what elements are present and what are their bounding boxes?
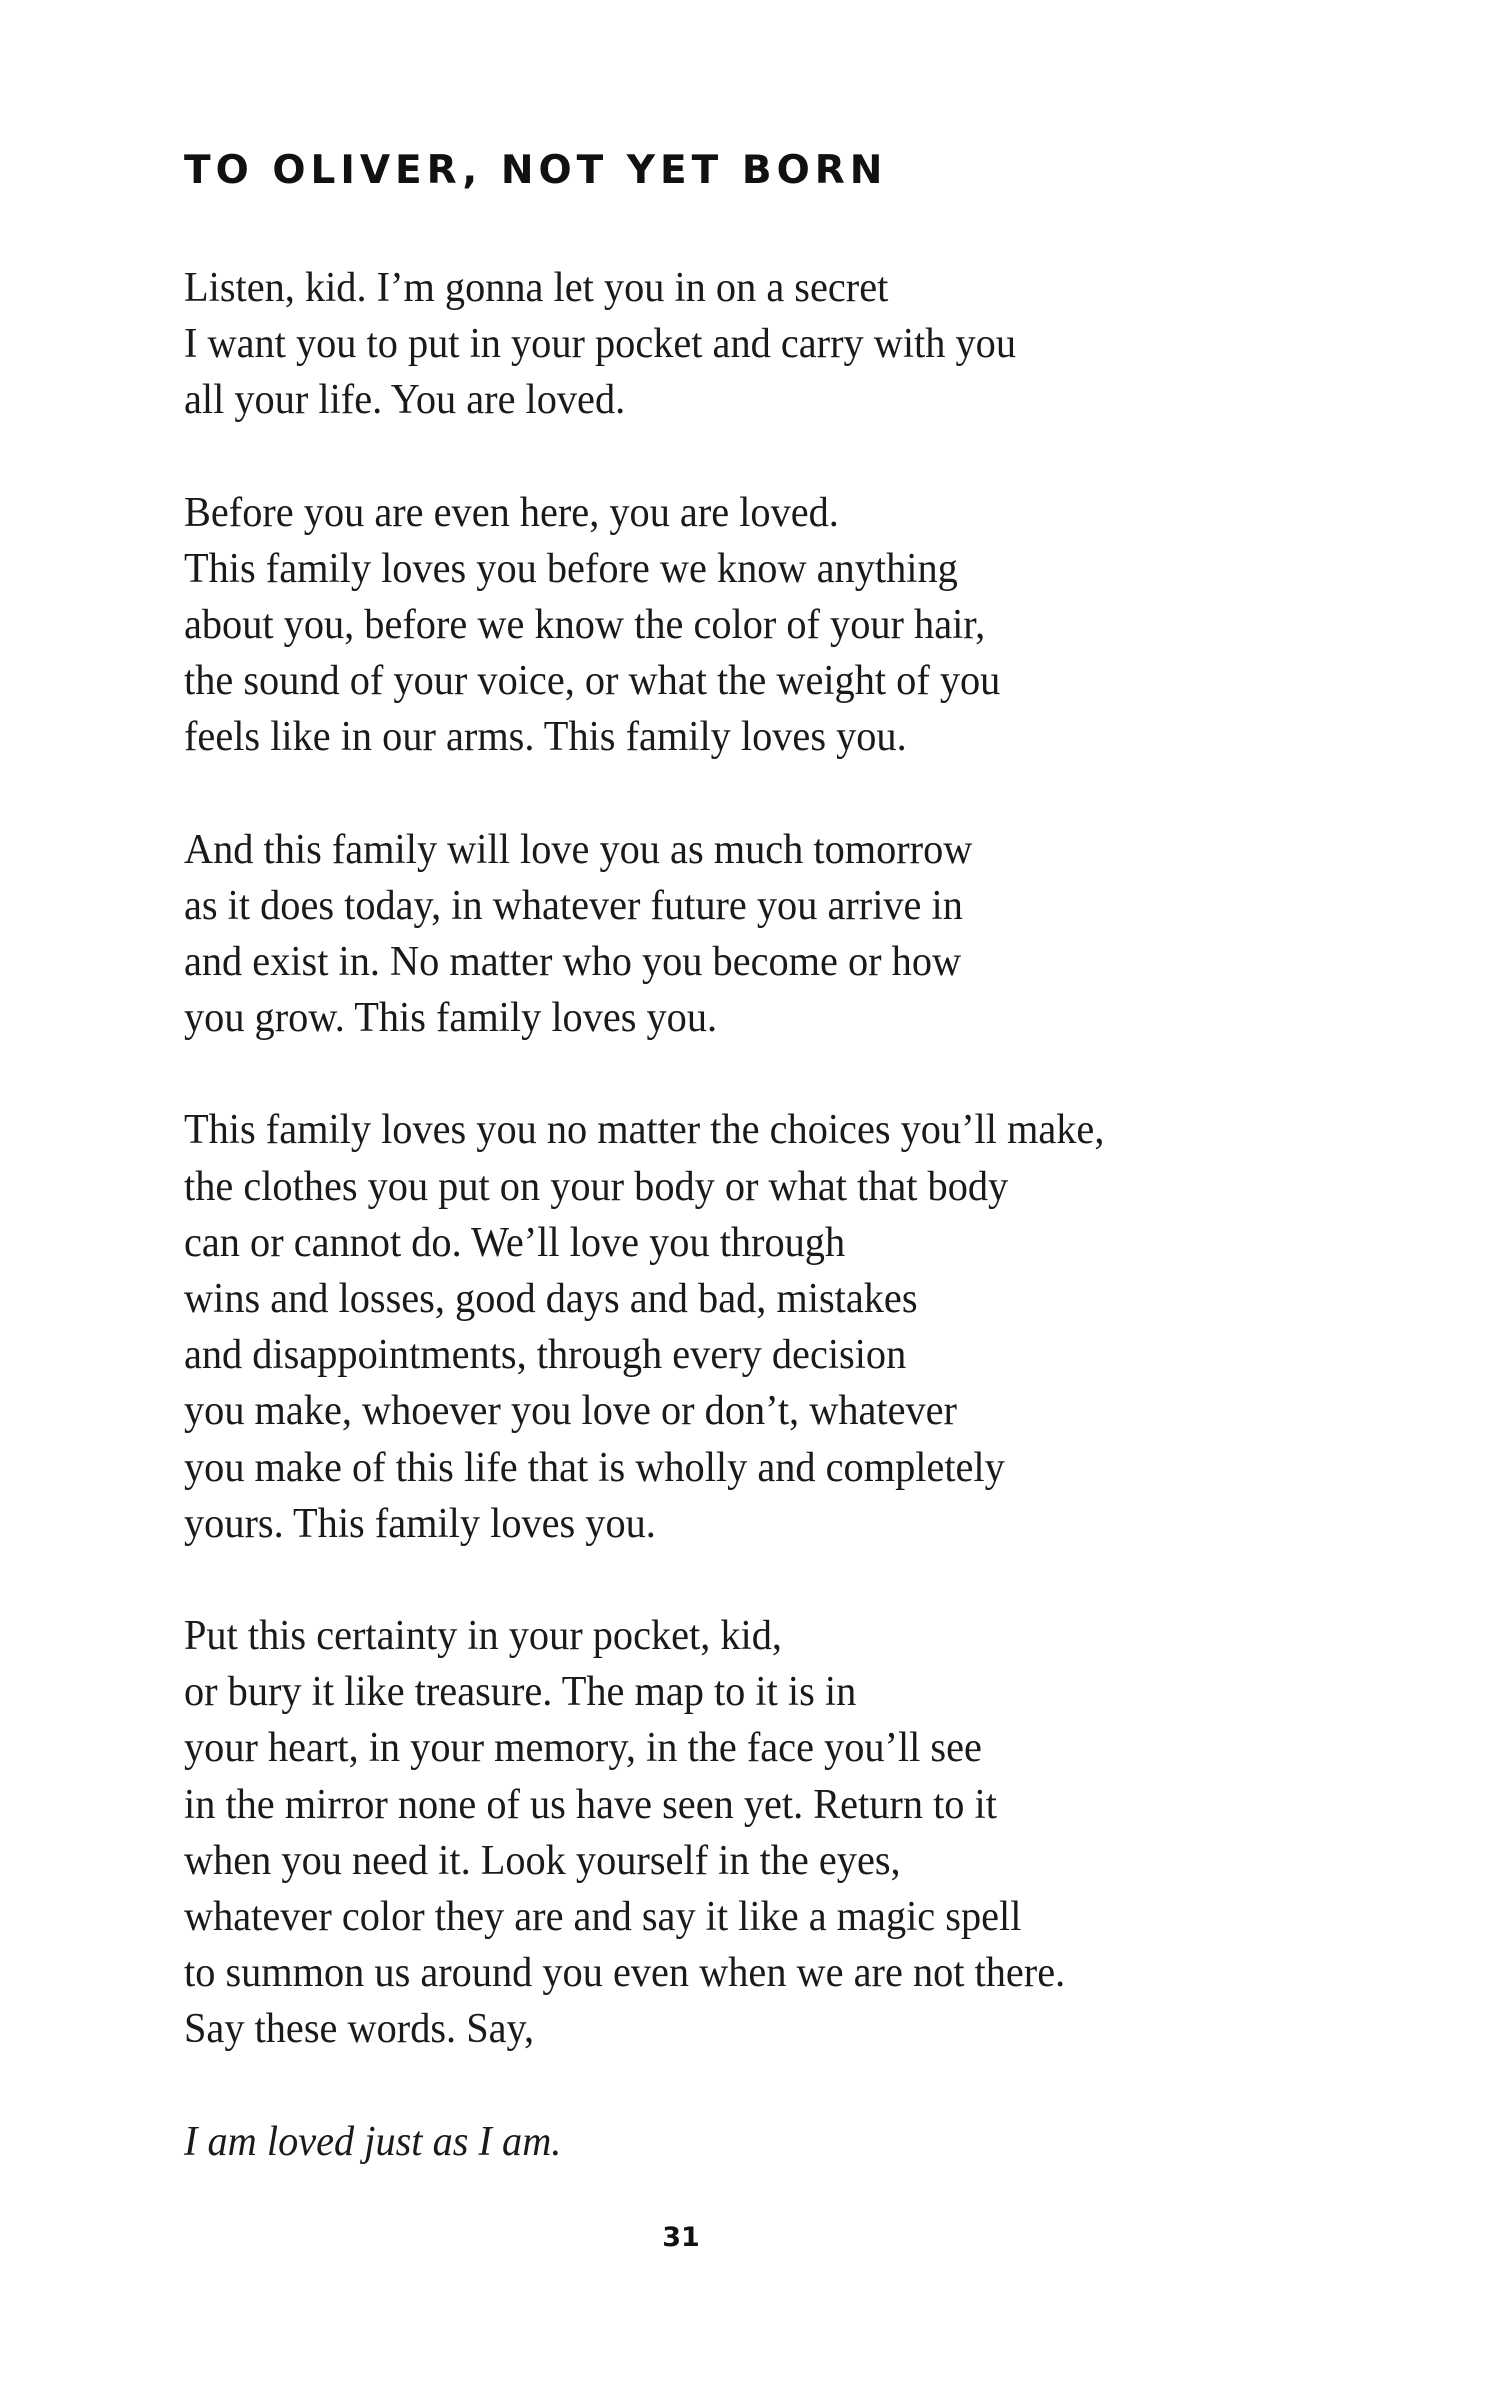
page-number: 31 — [662, 2222, 700, 2253]
poem-line: you make, whoever you love or don’t, whatever — [184, 1388, 957, 1435]
stanza — [184, 1608, 1384, 2058]
poem-body — [184, 260, 1384, 2226]
poem-line: This family loves you no matter the choices you’ll make, — [184, 1107, 1105, 1154]
poem-line: you grow. This family loves you. — [184, 995, 718, 1042]
poem-line: to summon us around you even when we are not there. — [184, 1950, 1066, 1997]
poem-line: I want you to put in your pocket and carry with you — [184, 321, 1016, 368]
poem-line: Put this certainty in your pocket, kid, — [184, 1613, 782, 1660]
poem-line: Listen, kid. I’m gonna let you in on a secret — [184, 265, 889, 311]
poem-line: as it does today, in whatever future you arrive in — [184, 882, 963, 929]
poem-line: or bury it like treasure. The map to it is in — [184, 1669, 857, 1716]
closing-stanza — [184, 2114, 1384, 2170]
poem-line: the sound of your voice, or what the weight of you — [184, 658, 1001, 705]
poem-line: and disappointments, through every decision — [184, 1332, 907, 1379]
poem-line: And this family will love you as much tomorrow — [184, 826, 973, 873]
poem-line: the clothes you put on your body or what that body — [184, 1163, 1009, 1210]
poem-line: in the mirror none of us have seen yet. Return to it — [184, 1781, 997, 1828]
stanza — [184, 260, 1384, 429]
poem-line: yours. This family loves you. — [184, 1500, 656, 1547]
poem-line: Before you are even here, you are loved. — [184, 489, 839, 536]
poem-line: can or cannot do. We’ll love you through — [184, 1219, 846, 1266]
poem-line: This family loves you before we know anything — [184, 545, 958, 592]
poem-line: about you, before we know the color of your hair, — [184, 602, 986, 649]
closing-line: I am loved just as I am. — [184, 2118, 562, 2165]
poem-line: all your life. You are loved. — [184, 377, 626, 424]
stanza — [184, 1102, 1384, 1552]
poem-line: Say these words. Say, — [184, 2006, 535, 2053]
poem-line: wins and losses, good days and bad, mistakes — [184, 1276, 918, 1323]
stanza — [184, 822, 1384, 1047]
poem-line: feels like in our arms. This family loves you. — [184, 714, 907, 761]
stanza — [184, 485, 1384, 766]
poem-line: whatever color they are and say it like a magic spell — [184, 1894, 1022, 1941]
poem-line: when you need it. Look yourself in the eyes, — [184, 1837, 901, 1884]
poem-title: TO OLIVER, NOT YET BORN — [184, 148, 888, 193]
poem-line: you make of this life that is wholly and completely — [184, 1444, 1005, 1491]
poem-line: and exist in. No matter who you become or how — [184, 939, 962, 986]
poem-line: your heart, in your memory, in the face you’ll see — [184, 1725, 982, 1772]
